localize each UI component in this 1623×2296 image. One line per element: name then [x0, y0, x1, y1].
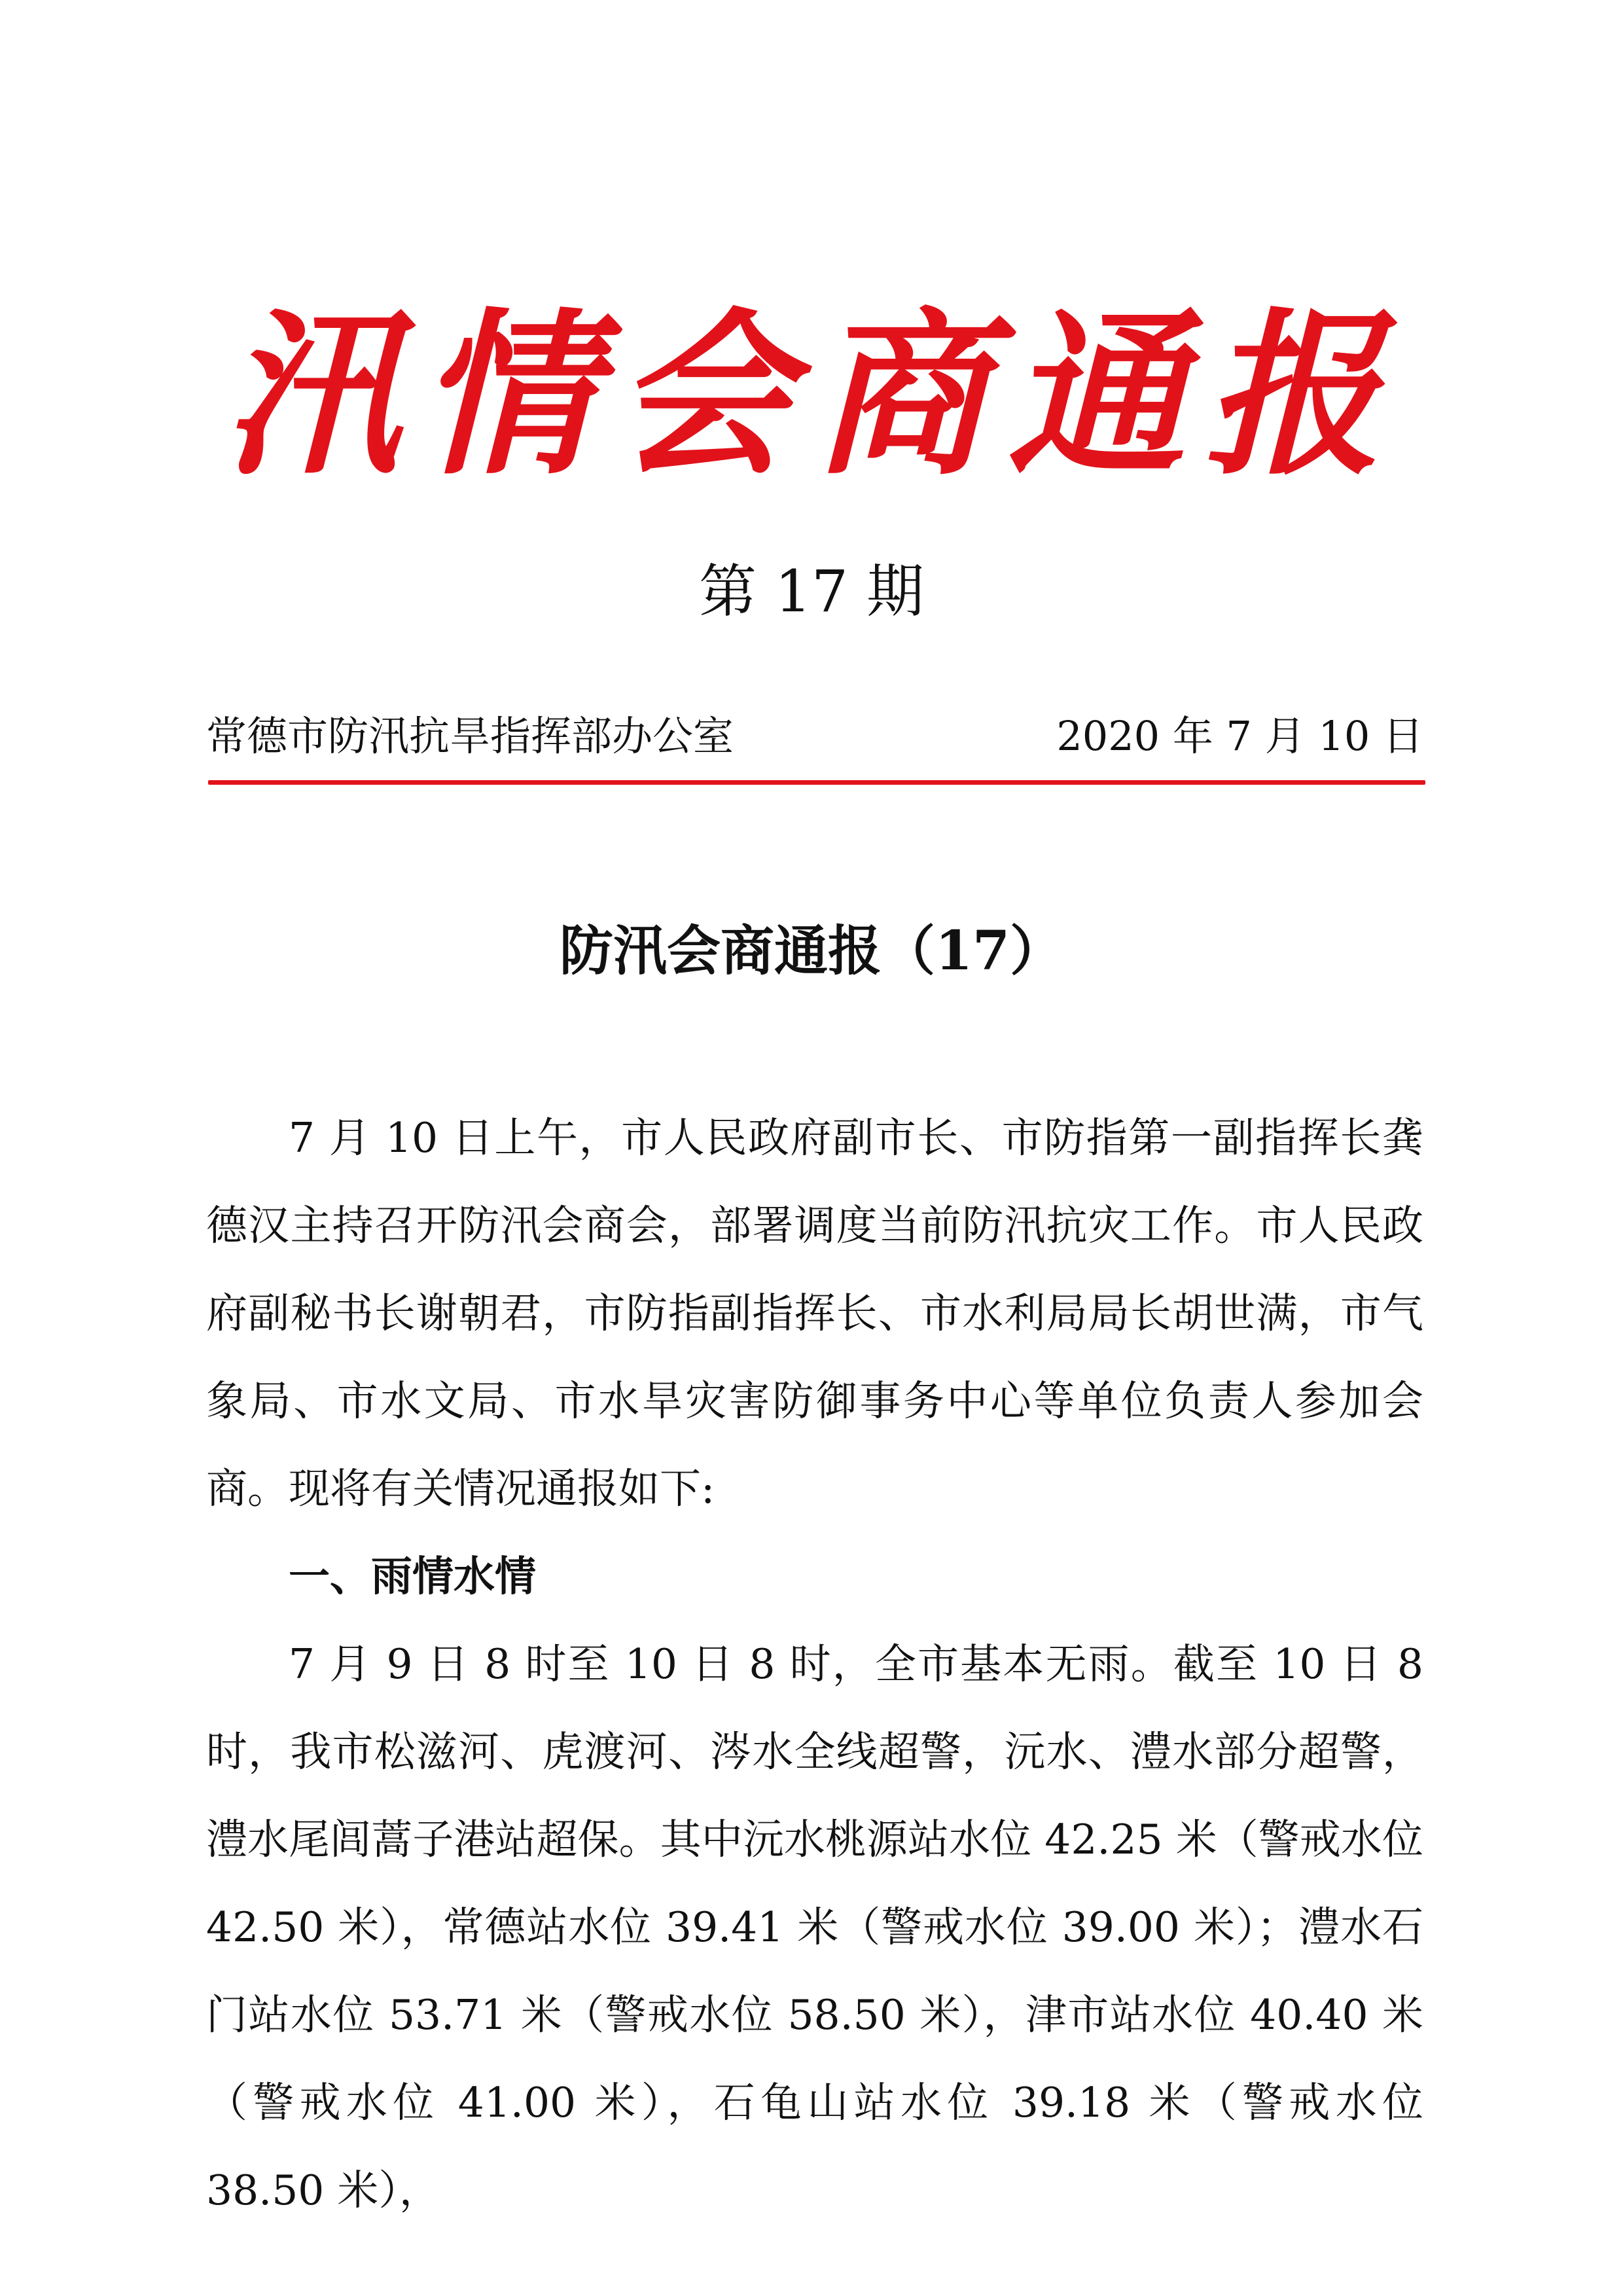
issue-number: 第 17 期	[699, 558, 924, 625]
body-text	[206, 1094, 1423, 2234]
rain-water-paragraph: 7 月 9 日 8 时至 10 日 8 时，全市基本无雨。截至 10 日 8 时，我市松滋河、虎渡河、涔水全线超警，沅水、澧水部分超警，澧水尾闾蒿子港站超保。其中沅水桃源站水位 42.25 米（警戒水位 42.50 米），常德站水位 39.41 米（警戒水位 39.00 米）；澧水石门站水位 53.71 米（警戒水位 58.50 米），津市站水位 40.40 米（警戒水位 41.00 米），石龟山站水位 39.18 米（警戒水位 38.50 米），	[206, 1640, 1423, 2214]
masthead-title: 汛情会商通报	[223, 293, 1400, 499]
section-heading: 一、雨情水情	[289, 1552, 536, 1600]
document-header	[206, 707, 1423, 766]
red-divider	[208, 780, 1425, 785]
issuing-organization: 常德市防汛抗旱指挥部办公室	[206, 712, 734, 760]
page-title: 防汛会商通报（17）	[559, 920, 1064, 982]
intro-paragraph: 7 月 10 日上午，市人民政府副市长、市防指第一副指挥长龚德汉主持召开防汛会商会，部署调度当前防汛抗灾工作。市人民政府副秘书长谢朝君，市防指副指挥长、市水利局局长胡世满，市气象局、市水文局、市水旱灾害防御事务中心等单位负责人参加会商。现将有关情况通报如下:	[206, 1114, 1423, 1513]
issue-date: 2020 年 7 月 10 日	[1056, 712, 1423, 760]
